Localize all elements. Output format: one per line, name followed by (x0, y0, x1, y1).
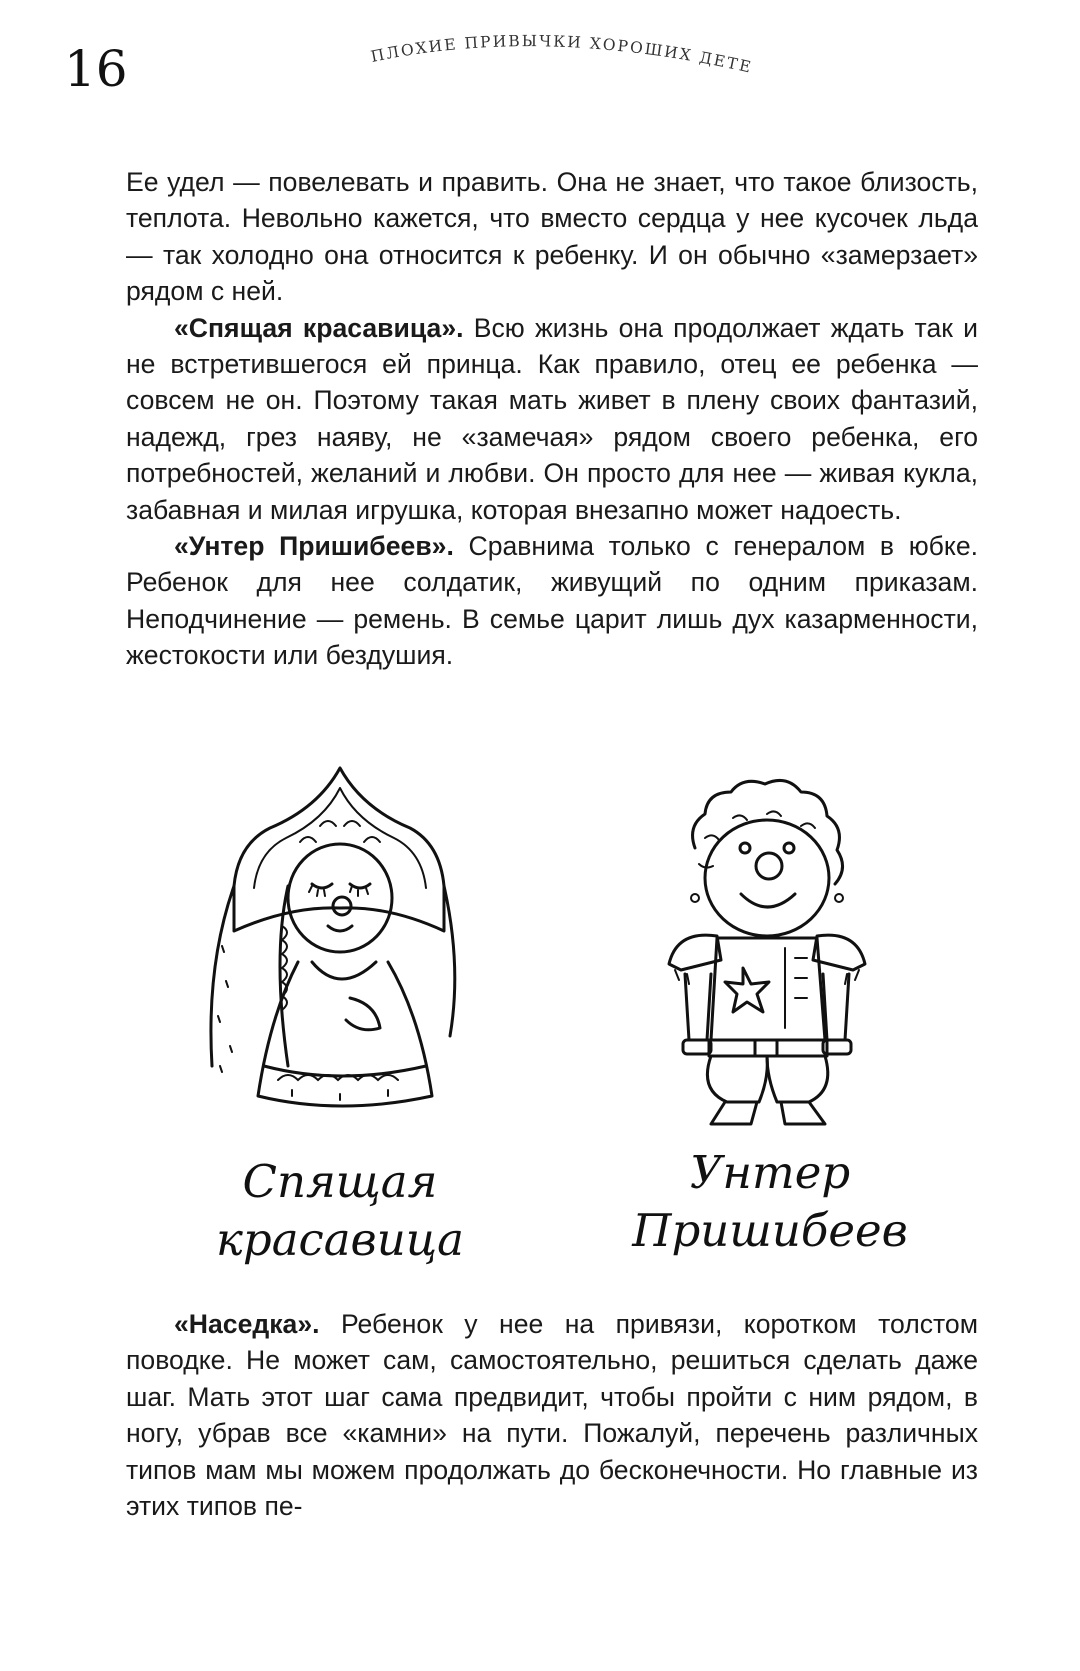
page-number: 16 (64, 40, 128, 98)
sleeping-beauty-illustration (200, 766, 480, 1126)
paragraph-nasedka (126, 1306, 978, 1524)
term-sleeping-beauty: «Спящая красавица». (174, 312, 464, 343)
paragraph-sleeping-beauty (126, 310, 978, 528)
running-head (364, 16, 755, 90)
toy-soldier-icon (655, 778, 880, 1133)
text-block-bottom (126, 1306, 978, 1524)
term-nasedka: «Наседка». (174, 1309, 320, 1339)
caption-line: Пришибеев (632, 1204, 908, 1257)
paragraph-text: Ребенок у нее на привязи, коротком толстом поводке. Не может сам, самостоятельно, решиться сделать даже шаг. Мать этот шаг сама предвидит, чтобы пройти с ним рядом, в ногу, убрав все «камни» на пути. Пожалуй, перечень различных типов мам мы можем продолжать до бесконечности. Но главные из этих типов пе- (126, 1309, 978, 1522)
term-unter: «Унтер Пришибеев». (174, 531, 454, 562)
paragraph-text: Сравнима только с генералом в юбке. Ребенок для нее солдатик, живущий по одним приказам. Неподчинение — ремень. В семье царит лишь дух казарменности, жестокости или бездушия. (126, 531, 978, 671)
caption-line: Спящая (242, 1155, 438, 1208)
caption-unter (610, 1144, 930, 1260)
paragraph-text: Всю жизнь она продолжает ждать так и не встретившегося ей принца. Как правило, отец ее ребенка — совсем не он. Поэтому такая мать живет в плену своих фантазий, надежд, грез наяву, не «замечая» рядом своего ребенка, его потребностей, желаний и любви. Он просто для нее — живая кукла, забавная и милая игрушка, которая внезапно может надоесть. (126, 312, 978, 525)
toy-soldier-illustration (655, 778, 880, 1133)
running-head-text: ПЛОХИЕ ПРИВЫЧКИ ХОРОШИХ ДЕТЕЙ (364, 16, 755, 77)
text-block-top (126, 164, 978, 674)
caption-line: Унтер (689, 1146, 851, 1199)
paragraph-unter (126, 528, 978, 674)
sleeping-beauty-doll-icon (200, 766, 480, 1126)
caption-sleeping-beauty (190, 1153, 490, 1269)
caption-line: красавица (216, 1213, 464, 1266)
paragraph: Ее удел — повелевать и править. Она не знает, что такое близость, теплота. Невольно кажется, что вместо сердца у нее кусочек льда — так холодно она относится к ребенку. И он обычно «замерзает» рядом с ней. (126, 167, 978, 307)
